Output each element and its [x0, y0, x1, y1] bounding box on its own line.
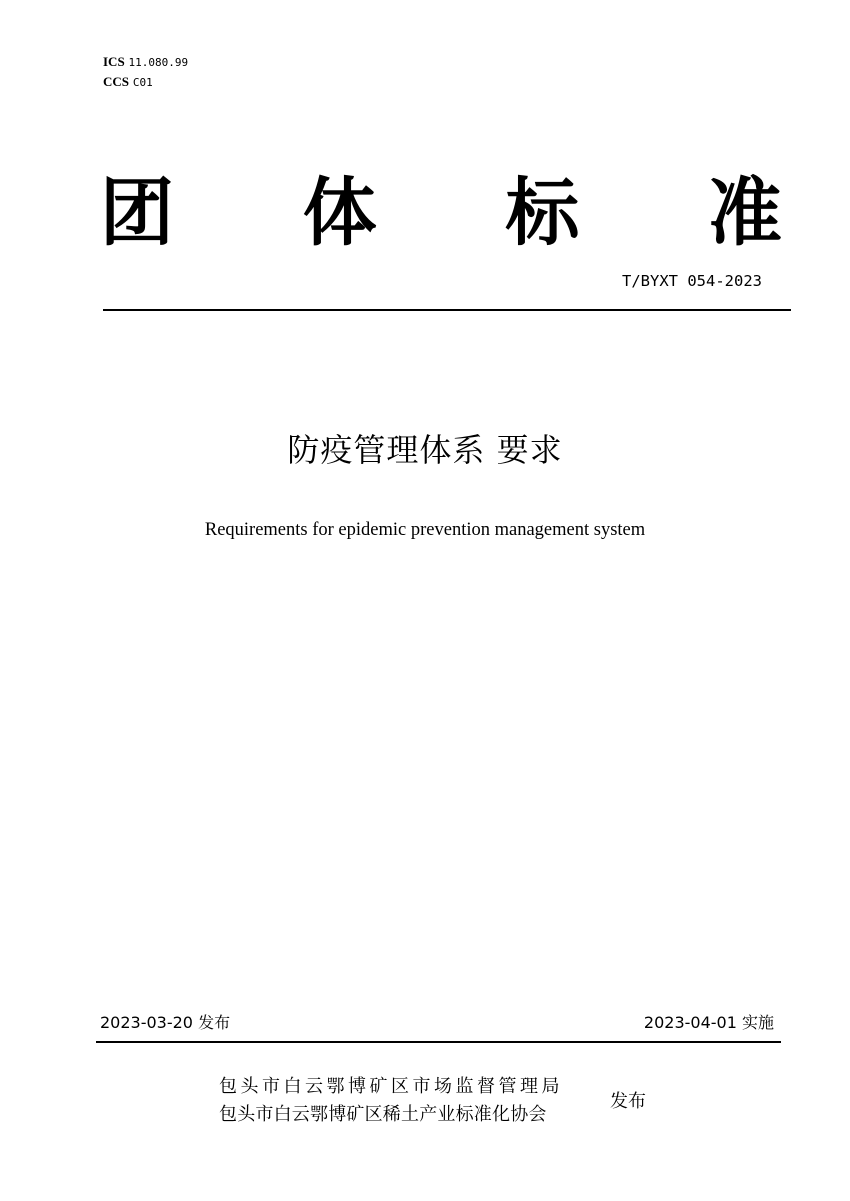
classification-codes	[103, 52, 188, 92]
ics-value: 11.080.99	[128, 56, 189, 69]
issuer-item: 包头市白云鄂博矿区市场监督管理局	[219, 1076, 563, 1097]
issuing-organizations	[219, 1073, 563, 1129]
implementation-date: 2023-04-01 实施	[643, 1013, 774, 1032]
ccs-label: CCS	[103, 74, 130, 89]
ics-code	[103, 52, 188, 72]
bottom-divider	[96, 1041, 781, 1043]
top-divider	[103, 309, 791, 311]
title-char-2: 体	[302, 170, 377, 256]
title-char-4: 准	[707, 170, 782, 256]
title-char-1: 团	[100, 170, 174, 256]
title-char-3: 标	[505, 170, 580, 256]
standard-number: T/BYXT 054-2023	[622, 272, 762, 290]
release-date: 2023-03-20 发布	[100, 1013, 231, 1032]
standard-type-title	[100, 168, 782, 258]
issuer-item: 包头市白云鄂博矿区稀土产业标准化协会	[219, 1104, 547, 1125]
publish-label: 发布	[610, 1091, 646, 1112]
document-title-en: Requirements for epidemic prevention management system	[204, 520, 646, 540]
document-title-zh: 防疫管理体系 要求	[287, 431, 563, 469]
ccs-code	[103, 72, 188, 92]
ccs-value: C01	[132, 76, 153, 89]
ics-label: ICS	[103, 54, 125, 69]
